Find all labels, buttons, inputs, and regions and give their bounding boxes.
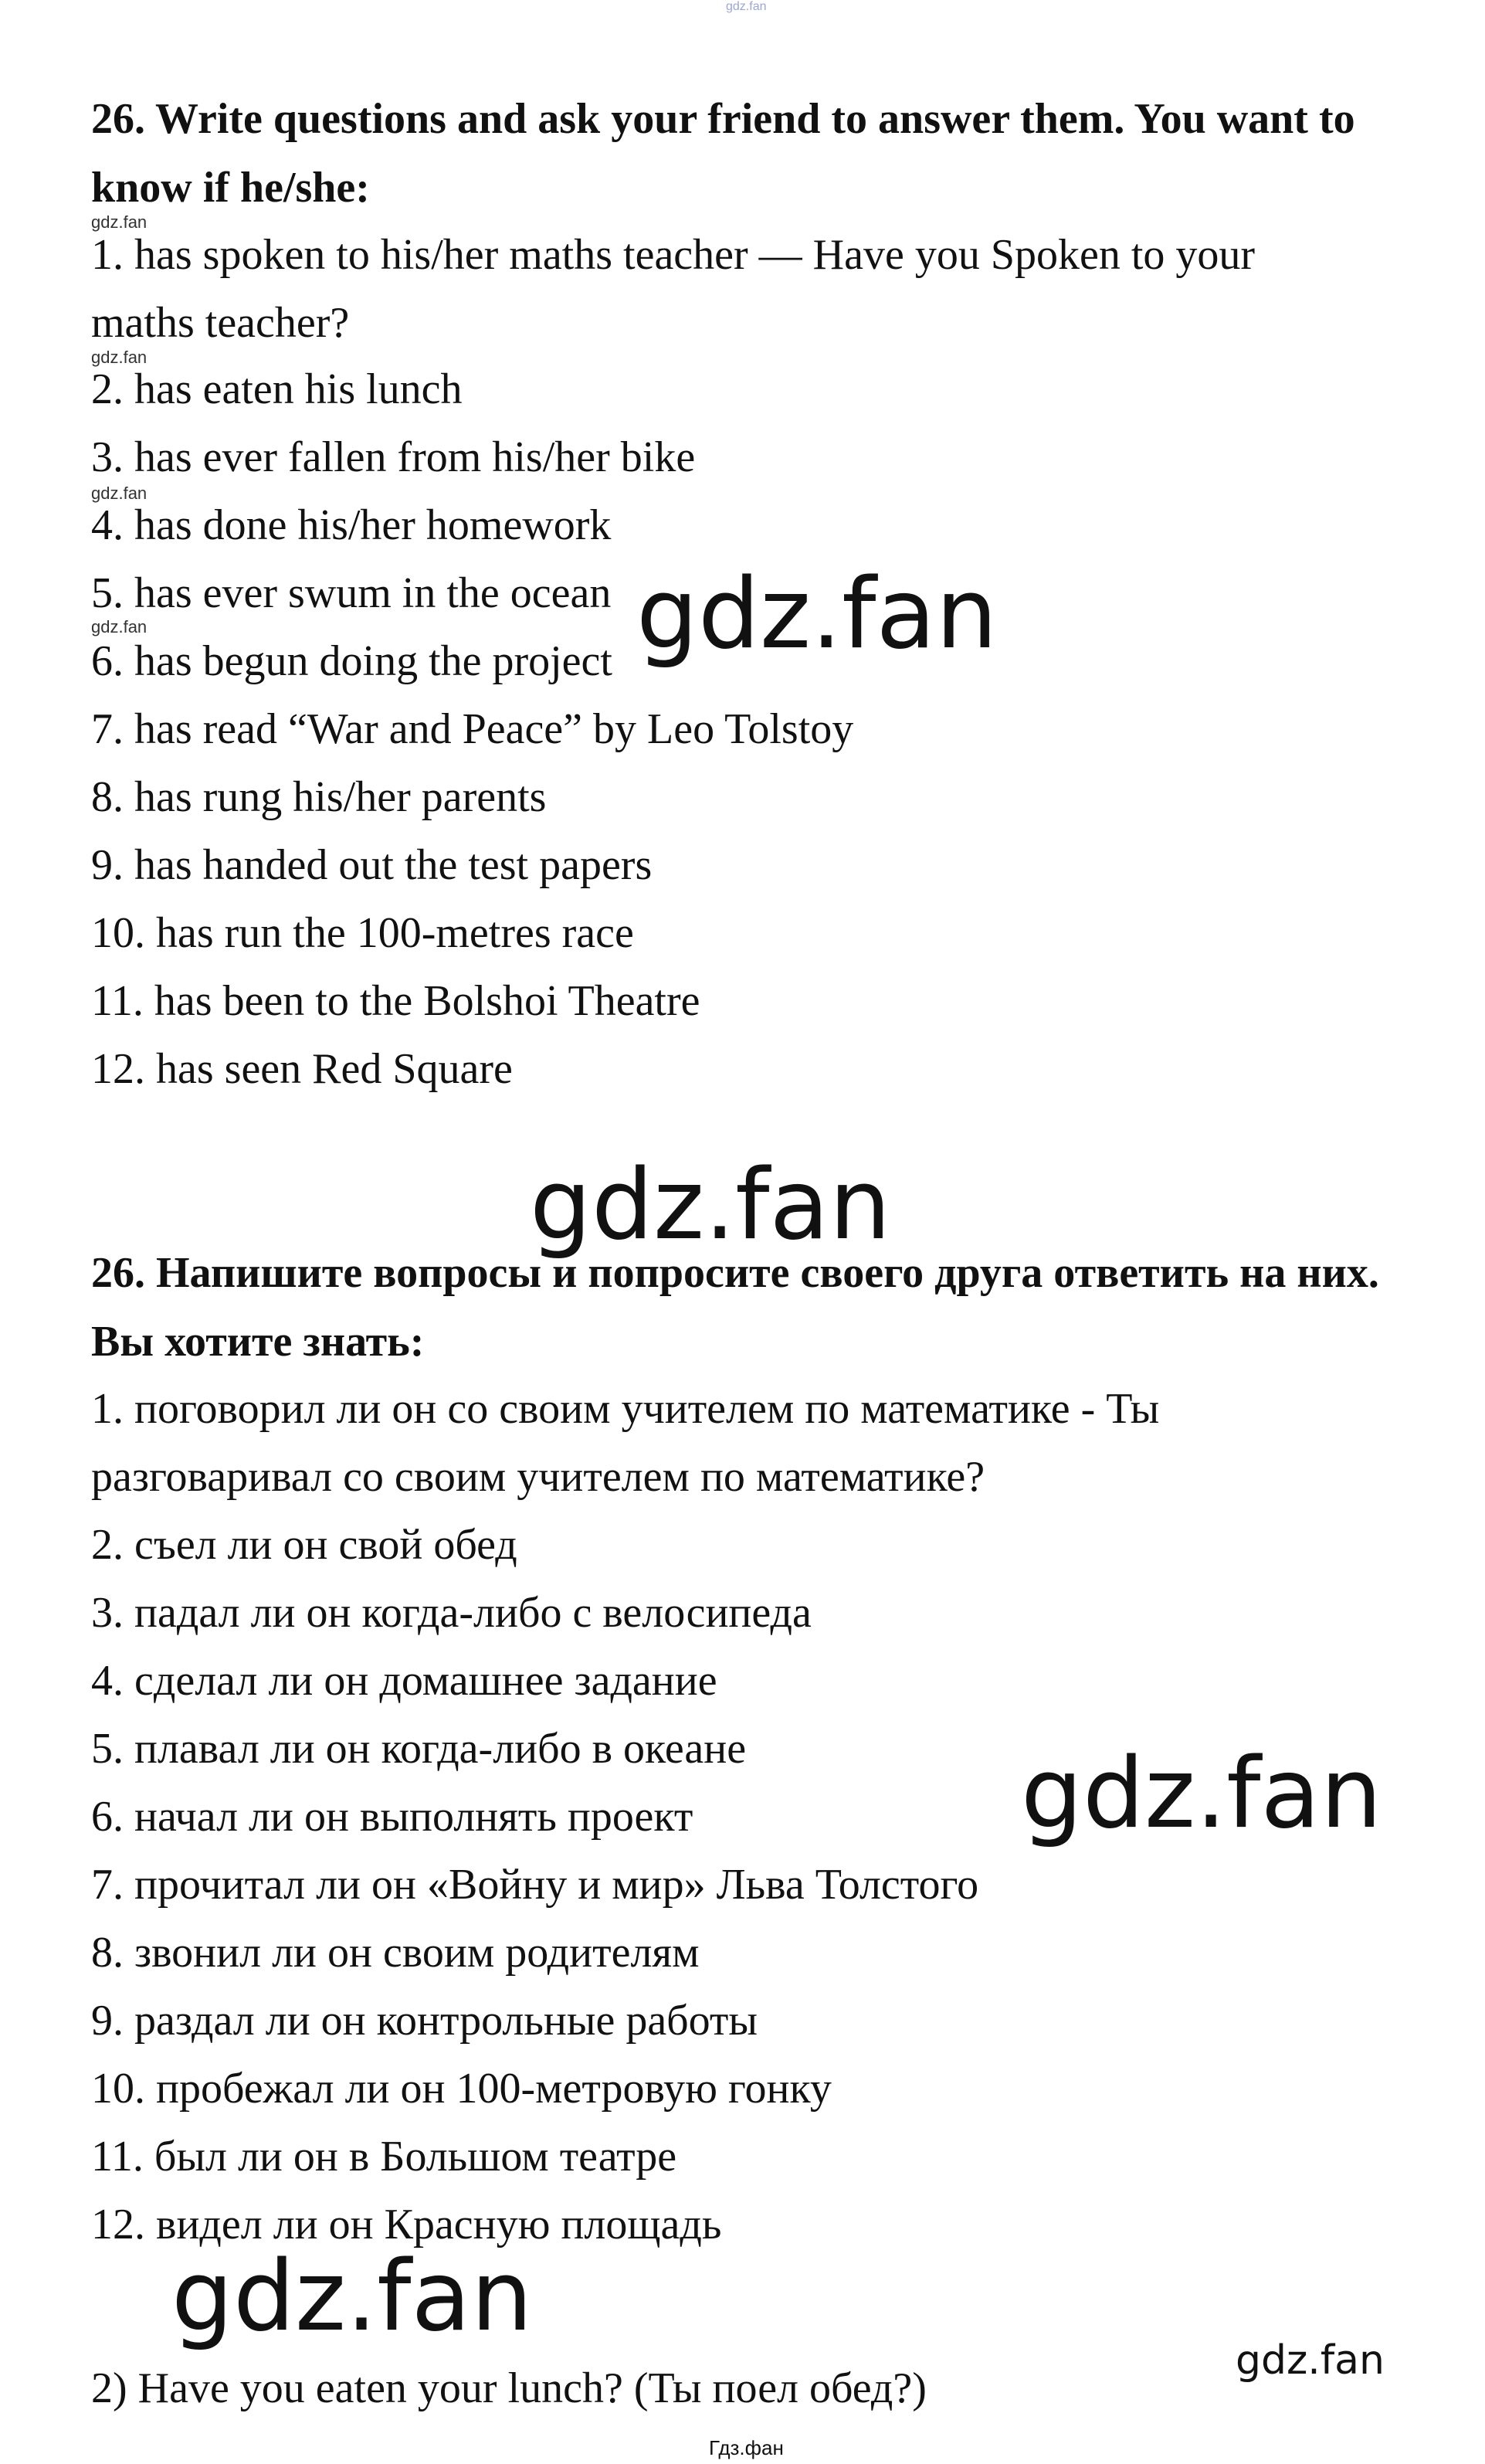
list-item: 1. has spoken to his/her maths teacher — Have you Spoken to your [91, 231, 1256, 279]
answer-line: 2) Have you eaten your lunch? (Ты поел обед?) [91, 2364, 927, 2412]
list-item: 12. видел ли он Красную площадь [91, 2201, 722, 2248]
list-item: 8. has rung his/her parents [91, 773, 547, 821]
list-item: maths teacher? [91, 299, 350, 347]
list-item: 4. has done his/her homework [91, 501, 612, 549]
exercise-heading-english: 26. Write questions and ask your friend to answer them. You want to know if he/she: [91, 95, 1355, 212]
list-item: 3. падал ли он когда-либо с велосипеда [91, 1589, 812, 1637]
watermark-small: gdz.fan [91, 617, 147, 636]
list-item: 10. пробежал ли он 100-метровую гонку [91, 2065, 832, 2113]
list-item: 9. раздал ли он контрольные работы [91, 1997, 758, 2045]
watermark-footer: Гдз.фан [709, 2436, 784, 2459]
list-item: 7. has read “War and Peace” by Leo Tolstoy [91, 705, 854, 753]
watermark-large: gdz.fan [171, 2239, 533, 2353]
watermark-large: gdz.fan [1021, 1736, 1382, 1850]
watermark-top: gdz.fan [726, 0, 767, 13]
list-item: 2. has eaten his lunch [91, 365, 463, 413]
list-item: 5. has ever swum in the ocean [91, 569, 612, 617]
list-item: 1. поговорил ли он со своим учителем по математике - Ты [91, 1385, 1160, 1433]
list-item: 2. съел ли он свой обед [91, 1521, 517, 1569]
list-item: 11. был ли он в Большом театре [91, 2133, 677, 2181]
list-item: 4. сделал ли он домашнее задание [91, 1657, 717, 1705]
list-item: 3. has ever fallen from his/her bike [91, 433, 696, 481]
list-item: 6. начал ли он выполнять проект [91, 1793, 693, 1841]
watermark-corner: gdz.fan [1236, 2337, 1385, 2384]
list-item: 9. has handed out the test papers [91, 841, 653, 889]
watermark-small: gdz.fan [91, 212, 147, 232]
list-item: 12. has seen Red Square [91, 1045, 513, 1093]
list-item: 11. has been to the Bolshoi Theatre [91, 977, 700, 1025]
list-item: 7. прочитал ли он «Войну и мир» Льва Толстого [91, 1861, 979, 1909]
list-item: 10. has run the 100-metres race [91, 909, 634, 957]
watermark-large: gdz.fan [530, 1148, 891, 1261]
watermark-small: gdz.fan [91, 348, 147, 367]
list-item: 8. звонил ли он своим родителям [91, 1929, 700, 1977]
list-item: 5. плавал ли он когда-либо в океане [91, 1725, 747, 1773]
watermark-large: gdz.fan [636, 557, 998, 670]
exercise-heading-russian: 26. Напишите вопросы и попросите своего друга ответить на них. Вы хотите знать: [91, 1249, 1379, 1366]
list-item: разговаривал со своим учителем по математике? [91, 1453, 985, 1501]
list-item: 6. has begun doing the project [91, 637, 612, 685]
watermark-small: gdz.fan [91, 484, 147, 503]
